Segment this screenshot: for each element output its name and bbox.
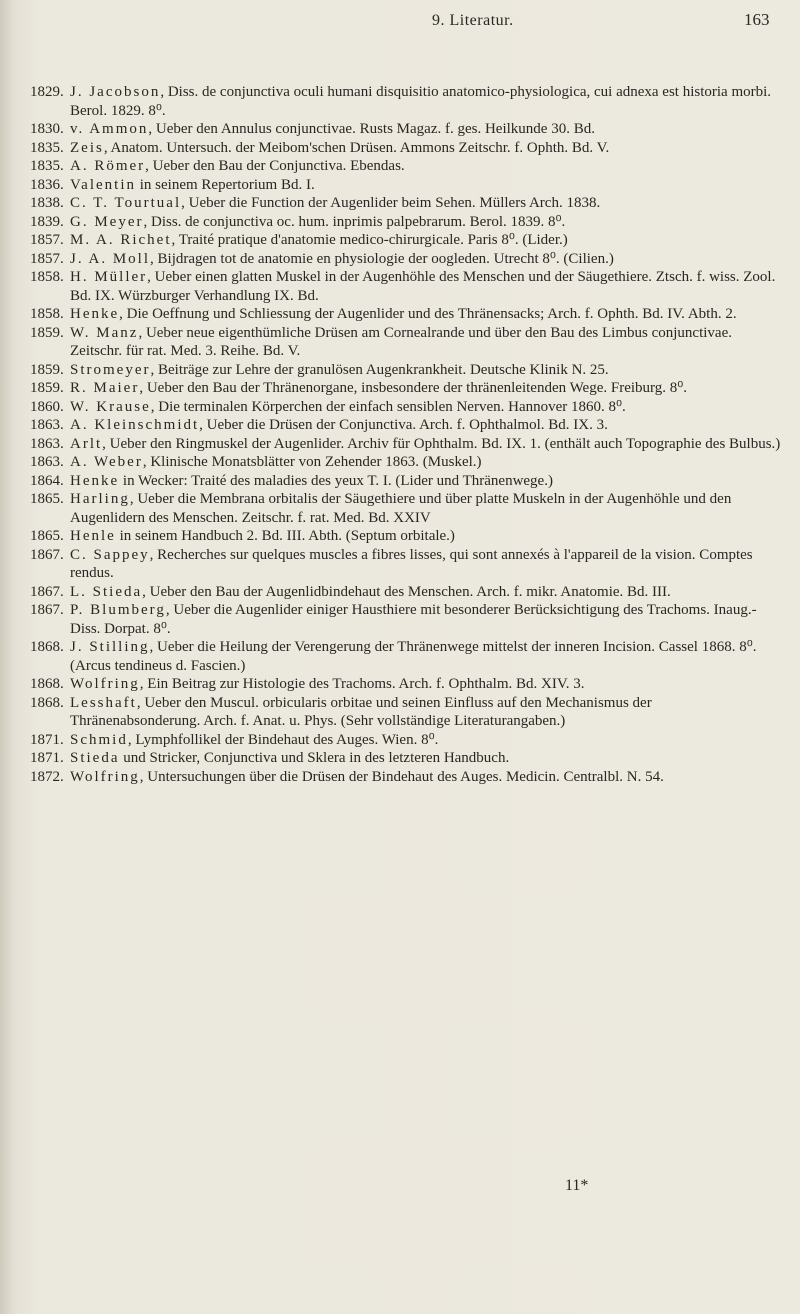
entry-author: P. Blumberg	[70, 602, 166, 618]
bibliography-entry	[30, 83, 790, 120]
entry-author: Schmid	[70, 731, 128, 748]
bibliography-list	[30, 83, 790, 786]
bibliography-entry	[30, 768, 790, 787]
entry-text	[70, 231, 790, 250]
bibliography-entry	[30, 250, 790, 269]
entry-year: 1871.	[30, 750, 64, 766]
entry-author: A. Kleinschmidt	[70, 417, 200, 433]
entry-details: , Ueber die Membrana orbitalis der Säugethiere und über platte Muskeln in der Augenhöhle und den Augenlidern des Menschen. Zeitschr. f. rat. Med. Bd. XXIV	[70, 491, 732, 526]
entry-text	[70, 194, 790, 213]
entry-year: 1859.	[30, 361, 64, 378]
bibliography-entry	[30, 527, 790, 546]
page-number: 163	[744, 10, 770, 29]
entry-text	[70, 472, 790, 491]
entry-year: 1836.	[30, 176, 64, 193]
entry-details: , Diss. de conjunctiva oc. hum. inprimis palpebrarum. Berol. 1839. 8⁰.	[143, 213, 566, 230]
entry-text	[70, 379, 790, 398]
entry-year: 1863.	[30, 435, 64, 452]
entry-author: J. Jacobson	[70, 84, 161, 100]
bibliography-entry	[30, 472, 790, 491]
entry-details: , Anatom. Untersuch. der Meibom'schen Drüsen. Ammons Zeitschr. f. Ophth. Bd. V.	[103, 139, 610, 156]
entry-details: in Wecker: Traité des maladies des yeux T. I. (Lider und Thränenwege.)	[119, 472, 553, 489]
signature-mark: 11*	[565, 1177, 589, 1194]
bibliography-entry	[30, 324, 790, 361]
entry-text	[70, 120, 790, 139]
entry-author: Henle	[70, 528, 116, 544]
bibliography-entry	[30, 731, 790, 750]
entry-details: , Klinische Monatsblätter von Zehender 1863. (Muskel.)	[142, 454, 482, 470]
entry-details: in seinem Repertorium Bd. I.	[136, 176, 315, 193]
entry-text	[70, 305, 790, 324]
entry-details: , Ueber die Drüsen der Conjunctiva. Arch. f. Ophthalmol. Bd. IX. 3.	[199, 417, 608, 433]
entry-author: Arlt	[70, 435, 103, 452]
entry-year: 1829.	[30, 84, 64, 100]
entry-year: 1871.	[30, 731, 64, 748]
bibliography-entry	[30, 176, 790, 195]
entry-year: 1863.	[30, 454, 64, 470]
entry-author: Valentin	[70, 176, 136, 193]
entry-author: Henke	[70, 306, 120, 322]
entry-author: L. Stieda	[70, 583, 143, 600]
entry-year: 1830.	[30, 121, 64, 137]
entry-author: Zeis	[70, 139, 104, 156]
entry-year: 1859.	[30, 324, 64, 341]
entry-text	[70, 768, 790, 787]
bibliography-entry	[30, 601, 790, 638]
bibliography-entry	[30, 120, 790, 139]
entry-author: Harling	[70, 491, 130, 507]
bibliography-entry	[30, 379, 790, 398]
entry-details: , Ueber den Bau der Conjunctiva. Ebendas.	[145, 158, 405, 174]
entry-author: J. A. Moll	[70, 250, 151, 267]
entry-text	[70, 527, 790, 546]
entry-text	[70, 213, 790, 232]
entry-author: Lesshaft	[70, 694, 137, 711]
entry-year: 1859.	[30, 380, 64, 396]
entry-details: in seinem Handbuch 2. Bd. III. Abth. (Septum orbitale.)	[115, 528, 455, 544]
bibliography-entry	[30, 435, 790, 454]
bibliography-entry	[30, 638, 790, 675]
bibliography-entry	[30, 305, 790, 324]
entry-year: 1857.	[30, 232, 64, 248]
entry-text	[70, 583, 790, 602]
entry-details: , Bijdragen tot de anatomie en physiologie der oogleden. Utrecht 8⁰. (Cilien.)	[150, 250, 614, 267]
entry-year: 1839.	[30, 213, 64, 230]
bibliography-entry	[30, 194, 790, 213]
entry-author: W. Krause	[70, 398, 151, 415]
running-head: 9. Literatur.	[432, 12, 514, 29]
entry-year: 1868.	[30, 639, 64, 655]
entry-author: C. T. Tourtual	[70, 195, 182, 211]
entry-text	[70, 250, 790, 269]
entry-author: Wolfring	[70, 768, 140, 785]
entry-details: , Ueber neue eigenthümliche Drüsen am Cornealrande und über den Bau des Limbus conjunctivae. Zeitschr. für rat. Med. 3. Reihe. Bd. V.	[70, 324, 732, 359]
entry-details: , Lymphfollikel der Bindehaut des Auges. Wien. 8⁰.	[127, 731, 439, 748]
entry-text	[70, 694, 790, 731]
entry-text	[70, 435, 790, 454]
bibliography-entry	[30, 139, 790, 158]
entry-text	[70, 675, 790, 694]
entry-text	[70, 453, 790, 472]
entry-details: und Stricker, Conjunctiva und Sklera in des letzteren Handbuch.	[119, 750, 510, 766]
bibliography-entry	[30, 268, 790, 305]
bibliography-entry	[30, 398, 790, 417]
entry-year: 1863.	[30, 417, 64, 433]
bibliography-entry	[30, 694, 790, 731]
entry-details: , Ueber einen glatten Muskel in der Augenhöhle des Menschen und der Säugethiere. Ztsch. f. wiss. Zool. Bd. IX. Würzburger Verhandlung IX. Bd.	[70, 269, 776, 304]
entry-year: 1864.	[30, 472, 64, 489]
entry-details: , Ueber die Augenlider einiger Hausthiere mit besonderer Berücksichtigung des Trachoms. Inaug.-Diss. Dorpat. 8⁰.	[70, 602, 757, 637]
entry-text	[70, 749, 790, 768]
entry-author: Henke	[70, 472, 120, 489]
page-header	[0, 8, 800, 36]
entry-year: 1868.	[30, 676, 64, 692]
entry-author: A. Römer	[70, 158, 146, 174]
entry-author: W. Manz	[70, 324, 139, 341]
entry-year: 1867.	[30, 602, 64, 618]
entry-details: , Recherches sur quelques muscles a fibres lisses, qui sont annexés à l'appareil de la vision. Comptes rendus.	[70, 546, 753, 581]
bibliography-entry	[30, 231, 790, 250]
entry-author: Stieda	[70, 750, 120, 766]
entry-year: 1835.	[30, 158, 64, 174]
entry-year: 1857.	[30, 250, 64, 267]
entry-text	[70, 546, 790, 583]
entry-author: M. A. Richet	[70, 232, 172, 248]
entry-details: , Ueber den Annulus conjunctivae. Rusts Magaz. f. ges. Heilkunde 30. Bd.	[148, 121, 595, 137]
entry-details: , Traité pratique d'anatomie medico-chirurgicale. Paris 8⁰. (Lider.)	[171, 232, 568, 248]
entry-author: J. Stilling	[70, 639, 150, 655]
entry-year: 1865.	[30, 491, 64, 507]
bibliography-entry	[30, 749, 790, 768]
bibliography-entry	[30, 490, 790, 527]
entry-year: 1867.	[30, 583, 64, 600]
bibliography-entry	[30, 361, 790, 380]
entry-author: A. Weber	[70, 454, 143, 470]
entry-year: 1867.	[30, 546, 64, 563]
entry-details: , Ueber die Function der Augenlider beim Sehen. Müllers Arch. 1838.	[181, 195, 601, 211]
entry-year: 1865.	[30, 528, 64, 544]
entry-text	[70, 601, 790, 638]
entry-details: , Ueber die Heilung der Verengerung der Thränenwege mittelst der inneren Incision. Cassel 1868. 8⁰. (Arcus tendineus d. Fascien.)	[70, 639, 757, 674]
entry-details: , Ein Beitrag zur Histologie des Trachoms. Arch. f. Ophthalm. Bd. XIV. 3.	[139, 676, 585, 692]
entry-author: H. Müller	[70, 269, 148, 285]
entry-details: , Diss. de conjunctiva oculi humani disquisitio anatomico-physiologica, cui adnexa est historia morbi. Berol. 1829. 8⁰.	[70, 84, 772, 119]
entry-details: , Beiträge zur Lehre der granulösen Augenkrankheit. Deutsche Klinik N. 25.	[150, 361, 609, 378]
entry-year: 1868.	[30, 694, 64, 711]
entry-text	[70, 731, 790, 750]
entry-text	[70, 638, 790, 675]
entry-year: 1858.	[30, 306, 64, 322]
entry-details: , Ueber den Ringmuskel der Augenlider. Archiv für Ophthalm. Bd. IX. 1. (enthält auch Topographie des Bulbus.)	[102, 435, 781, 452]
entry-year: 1835.	[30, 139, 64, 156]
bibliography-entry	[30, 416, 790, 435]
entry-text	[70, 157, 790, 176]
entry-year: 1860.	[30, 398, 64, 415]
entry-year: 1858.	[30, 269, 64, 285]
entry-text	[70, 139, 790, 158]
entry-text	[70, 416, 790, 435]
entry-details: , Die terminalen Körperchen der einfach sensiblen Nerven. Hannover 1860. 8⁰.	[150, 398, 626, 415]
entry-author: C. Sappey	[70, 546, 150, 563]
bibliography-entry	[30, 546, 790, 583]
entry-text	[70, 176, 790, 195]
entry-author: v. Ammon	[70, 121, 149, 137]
entry-text	[70, 398, 790, 417]
entry-text	[70, 490, 790, 527]
bibliography-entry	[30, 213, 790, 232]
entry-year: 1872.	[30, 768, 64, 785]
entry-author: Wolfring	[70, 676, 140, 692]
bibliography-entry	[30, 453, 790, 472]
entry-details: , Untersuchungen über die Drüsen der Bindehaut des Auges. Medicin. Centralbl. N. 54.	[139, 768, 664, 785]
bibliography-entry	[30, 157, 790, 176]
entry-details: , Die Oeffnung und Schliessung der Augenlider und des Thränensacks; Arch. f. Ophth. Bd. IV. Abth. 2.	[119, 306, 737, 322]
entry-text	[70, 268, 790, 305]
entry-text	[70, 83, 790, 120]
entry-text	[70, 324, 790, 361]
entry-author: G. Meyer	[70, 213, 144, 230]
entry-author: Stromeyer	[70, 361, 151, 378]
entry-text	[70, 361, 790, 380]
bibliography-entry	[30, 583, 790, 602]
entry-year: 1838.	[30, 195, 64, 211]
entry-details: , Ueber den Bau der Thränenorgane, insbesondere der thränenleitenden Wege. Freiburg. 8⁰.	[139, 380, 688, 396]
entry-author: R. Maier	[70, 380, 140, 396]
bibliography-entry	[30, 675, 790, 694]
entry-details: , Ueber den Bau der Augenlidbindehaut des Menschen. Arch. f. mikr. Anatomie. Bd. III.	[142, 583, 671, 600]
entry-details: , Ueber den Muscul. orbicularis orbitae und seinen Einfluss auf den Mechanismus der Thränenabsonderung. Arch. f. Anat. u. Phys. (Sehr vollständige Literaturangaben.)	[70, 694, 652, 729]
